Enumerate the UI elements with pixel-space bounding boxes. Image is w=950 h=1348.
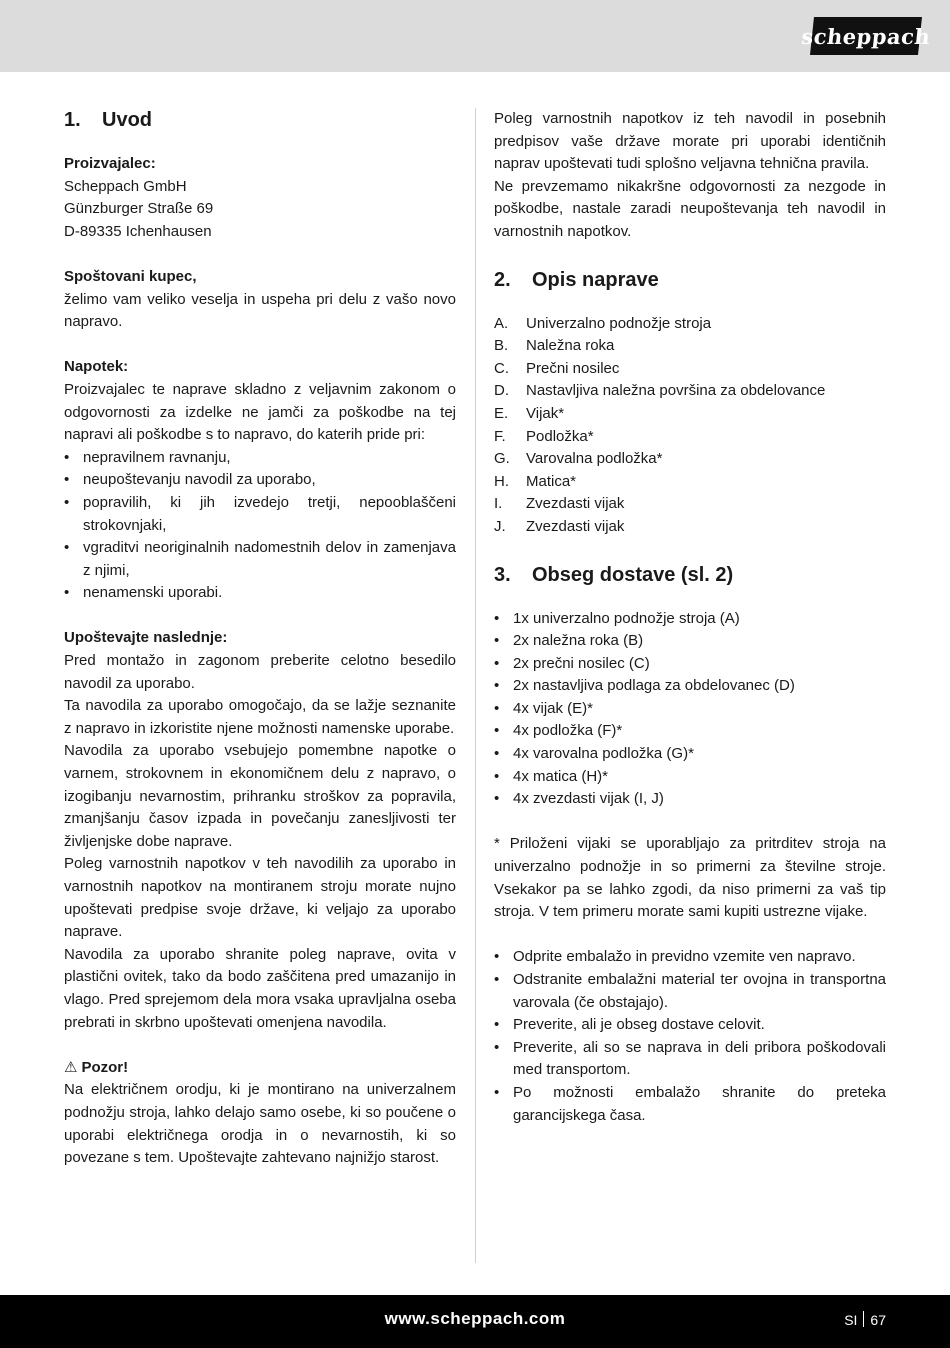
language-code: SI xyxy=(844,1312,858,1328)
section-title: Obseg dostave (sl. 2) xyxy=(532,563,734,586)
part-key: C. xyxy=(494,359,509,377)
page-indicator xyxy=(844,1311,886,1328)
note-block xyxy=(64,356,456,605)
list-item: • 4x zvezdasti vijak (I, J) xyxy=(494,788,886,811)
manufacturer-block xyxy=(64,153,456,243)
list-item: • 4x vijak (E)* xyxy=(494,698,886,721)
note-text: Proizvajalec te naprave skladno z veljavnim zakonom o odgovornosti za izdelke ne jamči za poškodbe na tej napravi ali poškodbe s to napravo, do katerih pride pri: xyxy=(64,380,456,444)
paragraph: Pred montažo in zagonom preberite celotno besedilo navodil za uporabo. xyxy=(64,652,456,692)
part-key: I. xyxy=(494,495,503,513)
customer-text: želimo vam veliko veselja in uspeha pri delu z vašo novo napravo. xyxy=(64,290,456,331)
observe-block xyxy=(64,627,456,1034)
part-text: Zvezdasti vijak xyxy=(526,517,625,535)
note-list xyxy=(64,447,456,605)
list-item: • neupoštevanju navodil za uporabo, xyxy=(64,469,456,492)
part-text: Vijak* xyxy=(526,404,565,422)
paragraph: Navodila za uporabo shranite poleg naprave, ovita v plastični ovitek, tako da bodo zaščitena pred umazanijo in vlago. Pred sprejemom dela mora vsaka upravljalna oseba prebrati in skrbno upoštevati omenjena navodila. xyxy=(64,945,456,1031)
steps-list xyxy=(494,946,886,1127)
list-item xyxy=(494,313,886,336)
list-item: • popravilih, ki jih izvedejo tretji, nepooblaščeni strokovnjaki, xyxy=(64,492,456,537)
part-key: H. xyxy=(494,472,509,490)
section-1-heading xyxy=(64,108,456,132)
list-item xyxy=(494,335,886,358)
right-column xyxy=(494,108,886,1127)
paragraph: Poleg varnostnih napotkov v teh navodilih za uporabo in varnostnih napotkov na montiranem stroju morate nujno upoštevati predpise svoje države, ki veljajo za uporabo naprave. xyxy=(64,855,456,941)
paragraph: Ne prevzemamo nikakršne odgovornosti za nezgode in poškodbe, nastale zaradi neupoštevanja teh navodil in varnostnih napotkov. xyxy=(494,177,886,240)
part-key: J. xyxy=(494,517,506,535)
manufacturer-label: Proizvajalec: xyxy=(64,155,156,172)
left-column xyxy=(64,108,456,1170)
observe-label: Upoštevajte naslednje: xyxy=(64,629,228,647)
list-item: • Odstranite embalažni material ter ovojna in transportna varovala (če obstajajo). xyxy=(494,969,886,1014)
note-label: Napotek: xyxy=(64,358,129,376)
part-key: F. xyxy=(494,427,506,445)
list-item xyxy=(494,380,886,403)
list-item: • Preverite, ali je obseg dostave celovit. xyxy=(494,1014,886,1037)
section-3-heading xyxy=(494,563,886,587)
customer-block xyxy=(64,266,456,334)
caution-text: Na električnem orodju, ki je montirano na univerzalnem podnožju stroja, lahko delajo samo osebe, ki so poučene o uporabi električnega orodja in o nevarnostih, ki so povezane s tem. Upoštevajte zahtevano najnižjo starost. xyxy=(64,1081,456,1167)
manufacturer-line: Günzburger Straße 69 xyxy=(64,200,214,218)
list-item: • vgraditvi neoriginalnih nadomestnih delov in zamenjava z njimi, xyxy=(64,537,456,582)
list-item: • Po možnosti embalažo shranite do preteka garancijskega časa. xyxy=(494,1082,886,1127)
section-title: Uvod xyxy=(102,109,152,131)
part-text: Naležna roka xyxy=(526,337,615,355)
list-item: • Preverite, ali so se naprava in deli pribora poškodovali med transportom. xyxy=(494,1037,886,1082)
list-item: • 4x matica (H)* xyxy=(494,766,886,789)
part-text: Matica* xyxy=(526,472,577,490)
caution-heading xyxy=(64,1057,456,1080)
part-text: Varovalna podložka* xyxy=(526,450,663,468)
list-item: • 2x naležna roka (B) xyxy=(494,630,886,653)
scheppach-logo: scheppach xyxy=(810,17,922,55)
list-item: • 2x prečni nosilec (C) xyxy=(494,653,886,676)
list-item xyxy=(494,493,886,516)
header-bar xyxy=(0,0,950,72)
customer-label: Spoštovani kupec, xyxy=(64,267,197,285)
list-item: • nepravilnem ravnanju, xyxy=(64,447,456,470)
list-item: • 4x podložka (F)* xyxy=(494,720,886,743)
list-item: • 4x varovalna podložka (G)* xyxy=(494,743,886,766)
section-number: 2. xyxy=(494,268,511,291)
list-item xyxy=(494,471,886,494)
paragraph: Ta navodila za uporabo omogočajo, da se lažje seznanite z napravo in izkoristite njene možnosti namenske uporabe. xyxy=(64,697,456,737)
page-number: 67 xyxy=(870,1312,886,1328)
part-key: E. xyxy=(494,404,509,422)
part-key: G. xyxy=(494,450,510,468)
part-key: B. xyxy=(494,337,509,355)
part-key: A. xyxy=(494,314,509,332)
list-item: • nenamenski uporabi. xyxy=(64,582,456,605)
list-item xyxy=(494,358,886,381)
list-item xyxy=(494,403,886,426)
paragraph: Navodila za uporabo vsebujejo pomembne napotke o varnem, strokovnem in ekonomičnem delu z napravo, o izogibanju nevarnostim, prihranku stroškov za popravila, zmanjšanju časov izpada in povečanju zanesljivosti ter življenjske dobe naprave. xyxy=(64,742,456,850)
list-item: • Odprite embalažo in previdno vzemite ven napravo. xyxy=(494,946,886,969)
manufacturer-line: Scheppach GmbH xyxy=(64,177,187,195)
paragraph: Poleg varnostnih napotkov iz teh navodil in posebnih predpisov vaše države morate pri uporabi identičnih naprav upoštevati tudi splošno veljavna tehnična pravila. xyxy=(494,110,886,173)
part-key: D. xyxy=(494,382,509,400)
footer-bar xyxy=(0,1295,950,1348)
part-text: Prečni nosilec xyxy=(526,359,620,377)
section-title: Opis naprave xyxy=(532,268,659,291)
website-link[interactable]: www.scheppach.com xyxy=(384,1309,566,1328)
list-item xyxy=(494,426,886,449)
section-2-heading xyxy=(494,268,886,292)
list-item xyxy=(494,516,886,539)
part-text: Zvezdasti vijak xyxy=(526,495,625,513)
caution-label: Pozor! xyxy=(81,1058,129,1076)
column-divider xyxy=(475,108,476,1263)
part-text: Nastavljiva naležna površina za obdelovance xyxy=(526,382,826,400)
list-item: • 1x univerzalno podnožje stroja (A) xyxy=(494,608,886,631)
scope-list xyxy=(494,608,886,811)
caution-block xyxy=(64,1057,456,1170)
part-text: Univerzalno podnožje stroja xyxy=(526,314,712,332)
section-number: 3. xyxy=(494,563,511,586)
separator xyxy=(863,1311,864,1327)
list-item xyxy=(494,448,886,471)
list-item: • 2x nastavljiva podlaga za obdelovanec (D) xyxy=(494,675,886,698)
parts-list xyxy=(494,313,886,539)
section-number: 1. xyxy=(64,109,81,131)
part-text: Podložka* xyxy=(526,427,594,445)
footnote: * Priloženi vijaki se uporabljajo za pritrditev stroja na univerzalno podnožje in so primerni za številne stroje. Vsekakor pa se lahko zgodi, da niso primerni za vaš tip stroja. V tem primeru morate sami kupiti ustrezne vijake. xyxy=(494,835,886,921)
manufacturer-line: D-89335 Ichenhausen xyxy=(64,222,212,240)
warning-triangle-icon: ⚠ xyxy=(64,1058,78,1076)
